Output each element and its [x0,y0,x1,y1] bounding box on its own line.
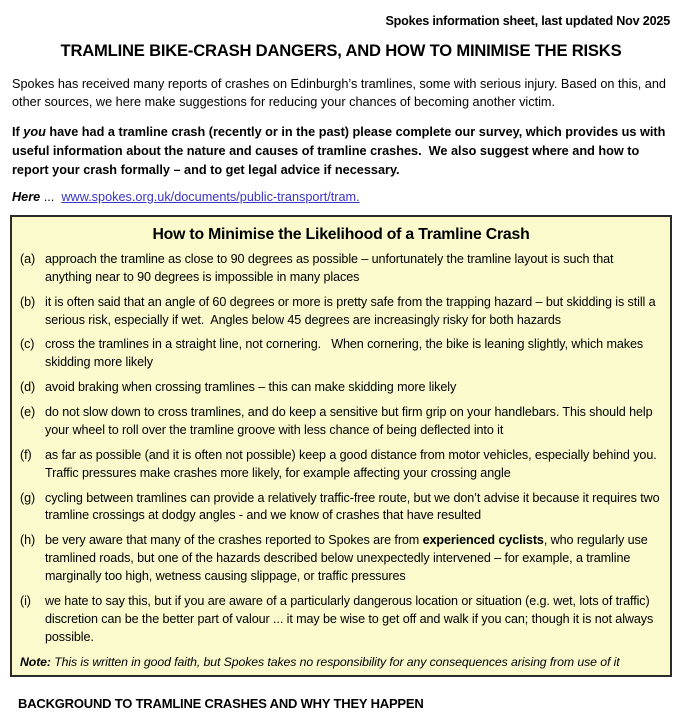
advice-item-g [20,490,662,526]
item-text: cycling between tramlines can provide a relatively traffic-free route, but we don’t advise it because it requires two tramline crossings at dodgy angles - and we know of crashes that have resulted [45,490,663,523]
item-text: approach the tramline as close to 90 degrees as possible – unfortunately the tramline layout is such that anything near to 90 degrees is impossible in many places [45,251,617,284]
tram-info-link[interactable]: www.spokes.org.uk/documents/public-transport/tram. [61,189,360,204]
link-line [10,190,672,204]
survey-emphasis: you [23,124,46,139]
advice-item-c [20,336,662,372]
item-label: (h) [20,533,36,548]
intro-paragraph: Spokes has received many reports of crashes on Edinburgh’s tramlines, some with serious injury. Based on this, and other sources, we here make suggestions for reducing your chances of becoming another victim. [12,77,670,110]
page-title: TRAMLINE BIKE-CRASH DANGERS, AND HOW TO MINIMISE THE RISKS [60,41,622,60]
item-text: do not slow down to cross tramlines, and do keep a sensitive but firm grip on your handlebars. This should help your wheel to roll over the tramline groove with less chance of being deflected into it [45,405,656,437]
note-text: This is written in good faith, but Spokes takes no responsibility for any consequences arising from use of it [50,654,620,669]
item-label: (f) [20,447,32,462]
item-label: (a) [20,251,36,266]
item-text: it is often said that an angle of 60 degrees or more is pretty safe from the trapping hazard – but skidding is still a serious risk, especially if wet. Angles below 45 degrees are increasingly risky for both hazards [45,294,659,327]
item-text: we hate to say this, but if you are aware of a particularly dangerous location or situation (e.g. wet, lots of traffic) discretion can be the better part of valour ... it may be wise to get off and walk if you can; though it is not always possible. [45,593,657,644]
advice-item-a [20,251,662,287]
advice-box-title: How to Minimise the Likelihood of a Tramline Crash [152,225,530,243]
here-dots: ... [40,189,62,204]
item-text: as far as possible (and it is often not possible) keep a good distance from motor vehicles, especially behind you. Traffic pressures make crashes more likely, for example affecting your crossing angle [45,447,664,480]
item-label: (d) [20,380,36,395]
advice-item-e [20,404,662,440]
item-label: (b) [20,294,36,309]
advice-item-i [20,593,662,647]
advice-item-h [20,532,662,586]
advice-item-b [20,294,662,330]
disclaimer-note [20,655,662,669]
advice-box [10,215,672,677]
item-label: (g) [20,490,36,505]
note-label: Note: [20,654,51,669]
item-label: (e) [20,405,36,420]
survey-paragraph [10,123,672,180]
item-text: be very aware that many of the crashes reported to Spokes are from experienced cyclists, who regularly use tramlined roads, but one of the hazards described below unexpectedly intervened – for example, a tramline marginally too high, wetness causing slippage, or traffic pressures [45,533,652,584]
background-section-heading: BACKGROUND TO TRAMLINE CRASHES AND WHY THEY HAPPEN [18,695,424,711]
header-note: Spokes information sheet, last updated Nov 2025 [385,14,670,28]
item-text: cross the tramlines in a straight line, not cornering. When cornering, the bike is leaning slightly, which makes skidding more likely [45,337,647,370]
item-label: (i) [20,593,31,608]
item-label: (c) [20,337,35,352]
here-label: Here [12,189,41,204]
item-text: avoid braking when crossing tramlines – this can make skidding more likely [45,380,457,395]
advice-item-f [20,447,662,483]
survey-pre: If [12,124,24,139]
advice-item-d [20,379,662,397]
survey-post: have had a tramline crash (recently or in the past) please complete our survey, which provides us with useful information about the nature and causes of tramline crashes. We also suggest where and how to report your crash formally – and to get legal advice if necessary. [12,124,669,177]
